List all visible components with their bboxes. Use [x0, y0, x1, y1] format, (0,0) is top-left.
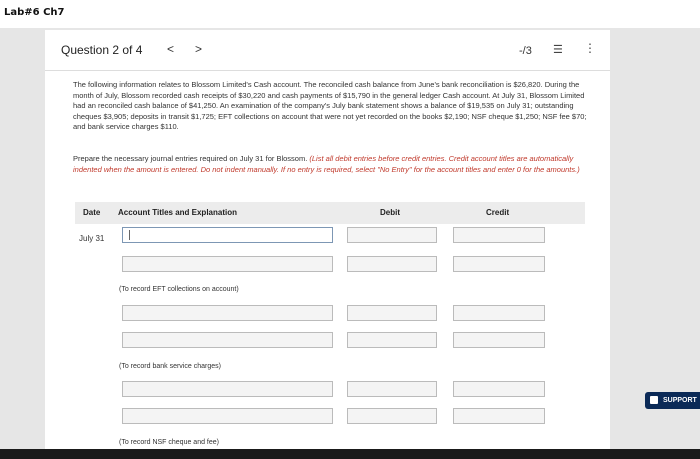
account-title-input[interactable]: [122, 332, 333, 348]
text-caret: [129, 230, 130, 240]
entry-date: July 31: [79, 234, 105, 243]
account-title-input[interactable]: [122, 305, 333, 321]
credit-input[interactable]: [453, 332, 545, 348]
debit-input[interactable]: [347, 408, 437, 424]
account-title-input[interactable]: [122, 381, 333, 397]
debit-input[interactable]: [347, 381, 437, 397]
account-title-input[interactable]: [122, 256, 333, 272]
instruction-block: [73, 154, 593, 175]
problem-text: The following information relates to Blossom Limited's Cash account. The reconciled cash balance from June's bank reconciliation is $26,820. During the month of July, Blossom recorded cash receipts of $30,220 and cash payments of $15,790 in the general ledger Cash account. At July 31, Blossom Limited had an reconciled cash balance of $41,250. An examination of the company's July bank statement shows a balance of $19,535 on July 31; outstanding cheques $3,905; deposits in transit $1,725; EFT collections on account that were not yet recorded on the books $2,190; NSF cheque $1,250; NSF fee $70; and bank service charges $110.: [73, 80, 587, 131]
debit-input[interactable]: [347, 305, 437, 321]
debit-header: Debit: [380, 208, 400, 217]
question-panel: [45, 30, 610, 459]
instruction-note: (List all debit entries before credit entries. Credit account titles are automatically indented when the amount is entered. Do not indent manually. If no entry is required, select "No Entry" for the account titles and enter 0 for the amounts.): [73, 154, 580, 174]
credit-header: Credit: [486, 208, 510, 217]
score-label: -/3: [519, 45, 532, 57]
entry-note: (To record EFT collections on account): [119, 286, 239, 293]
instruction-text: Prepare the necessary journal entries required on July 31 for Blossom.: [73, 154, 308, 163]
chevron-left-icon[interactable]: <: [167, 42, 175, 56]
credit-input[interactable]: [453, 305, 545, 321]
entry-note: (To record bank service charges): [119, 363, 221, 370]
entry-note: (To record NSF cheque and fee): [119, 439, 219, 446]
date-header: Date: [83, 208, 101, 217]
app-title: Lab#6 Ch7: [4, 7, 65, 18]
support-label: SUPPORT: [663, 397, 697, 404]
debit-input[interactable]: [347, 256, 437, 272]
support-button[interactable]: [645, 392, 700, 409]
journal-table-header: [75, 202, 585, 224]
chat-icon: [650, 396, 658, 404]
account-title-input[interactable]: [122, 227, 333, 243]
account-title-input[interactable]: [122, 408, 333, 424]
bottom-strip: [0, 449, 700, 459]
top-bar: [0, 0, 700, 28]
debit-input[interactable]: [347, 227, 437, 243]
more-options-icon[interactable]: ⋮: [584, 41, 595, 55]
credit-input[interactable]: [453, 256, 545, 272]
debit-input[interactable]: [347, 332, 437, 348]
credit-input[interactable]: [453, 408, 545, 424]
credit-input[interactable]: [453, 381, 545, 397]
question-header: [45, 30, 610, 71]
list-icon[interactable]: ☰: [553, 44, 563, 56]
question-label: Question 2 of 4: [61, 43, 143, 57]
chevron-right-icon[interactable]: >: [195, 42, 203, 56]
credit-input[interactable]: [453, 227, 545, 243]
account-header: Account Titles and Explanation: [118, 208, 237, 217]
